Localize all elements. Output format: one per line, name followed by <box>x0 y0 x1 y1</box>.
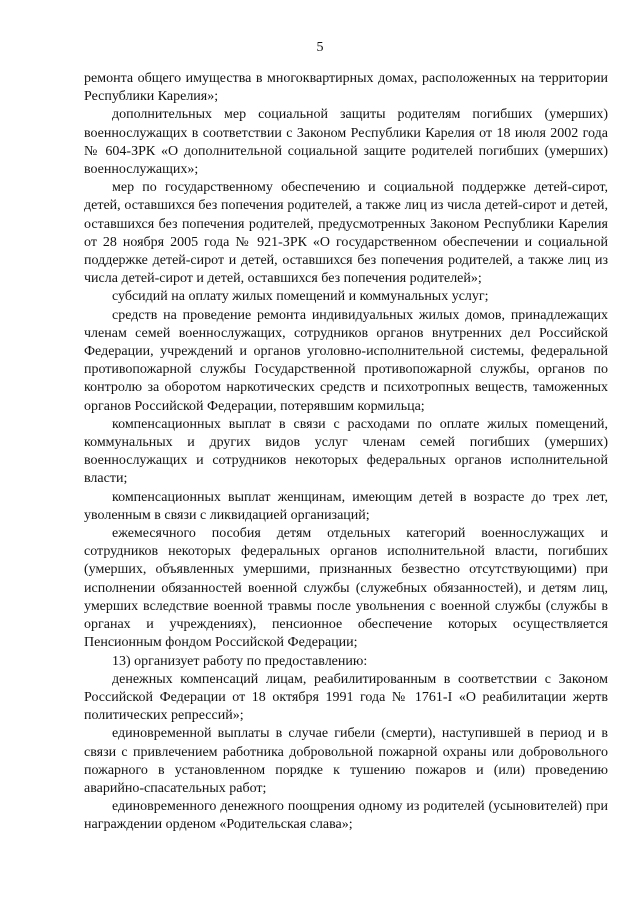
paragraph: компенсационных выплат в связи с расходами по оплате жилых помещений, коммунальных и других видов услуг членам семей погибших (умерших) военнослужащих и сотрудников некоторых федеральных органов исполнительной власти; <box>84 416 608 487</box>
paragraph: средств на проведение ремонта индивидуальных жилых домов, принадлежащих членам семей военнослужащих, сотрудников органов внутренних дел Российской Федерации, учреждений и органов уголовно-исполнительной системы, федеральной противопожарной службы Государственной противопожарной службы, органов по контролю за оборотом наркотических средств и психотропных веществ, таможенных органов Российской Федерации, потерявшим кормильца; <box>84 307 608 414</box>
document-body <box>84 70 608 835</box>
list-item-heading: 13) организует работу по предоставлению: <box>112 653 368 669</box>
paragraph: единовременного денежного поощрения одному из родителей (усыновителей) при награждении орденом «Родительская слава»; <box>84 799 608 833</box>
paragraph: денежных компенсаций лицам, реабилитированным в соответствии с Законом Российской Федерации от 18 октября 1991 года № 1761-I «О реабилитации жертв политических репрессий»; <box>84 671 608 724</box>
paragraph: компенсационных выплат женщинам, имеющим детей в возрасте до трех лет, уволенным в связи с ликвидацией организаций; <box>84 489 608 523</box>
paragraph: дополнительных мер социальной защиты родителям погибших (умерших) военнослужащих в соответствии с Законом Республики Карелия от 18 июля 2002 года № 604-ЗРК «О дополнительной социальной защите родителей погибших (умерших) военнослужащих»; <box>84 107 608 178</box>
paragraph: мер по государственному обеспечению и социальной поддержке детей-сирот, детей, оставшихся без попечения родителей, а также лиц из числа детей-сирот и детей, оставшихся без попечения родителей, предусмотренных Законом Республики Карелия от 28 ноября 2005 года № 921-ЗРК «О государственном обеспечении и социальной поддержке детей-сирот и детей, оставшихся без попечения родителей, а также лиц из числа детей-сирот и детей, оставшихся без попечения родителей»; <box>84 180 608 287</box>
paragraph: ежемесячного пособия детям отдельных категорий военнослужащих и сотрудников некоторых федеральных органов исполнительной власти, погибших (умерших, объявленных умершими, признанных безвестно отсутствующими) при исполнении обязанностей военной службы (служебных обязанностей), и детям лиц, умерших вследствие военной травмы после увольнения с военной службы (службы в органах и учреждениях), пенсионное обеспечение которых осуществляется Пенсионным фондом Российской Федерации; <box>84 526 608 651</box>
paragraph: субсидий на оплату жилых помещений и коммунальных услуг; <box>112 289 489 305</box>
paragraph: ремонта общего имущества в многоквартирных домах, расположенных на территории Республики Карелия»; <box>84 71 608 105</box>
page-number: 5 <box>316 40 324 55</box>
paragraph: единовременной выплаты в случае гибели (смерти), наступившей в период и в связи с привлечением работника добровольной пожарной охраны или добровольного пожарного в установленном порядке к тушению пожаров и (или) проведению аварийно-спасательных работ; <box>84 726 608 796</box>
